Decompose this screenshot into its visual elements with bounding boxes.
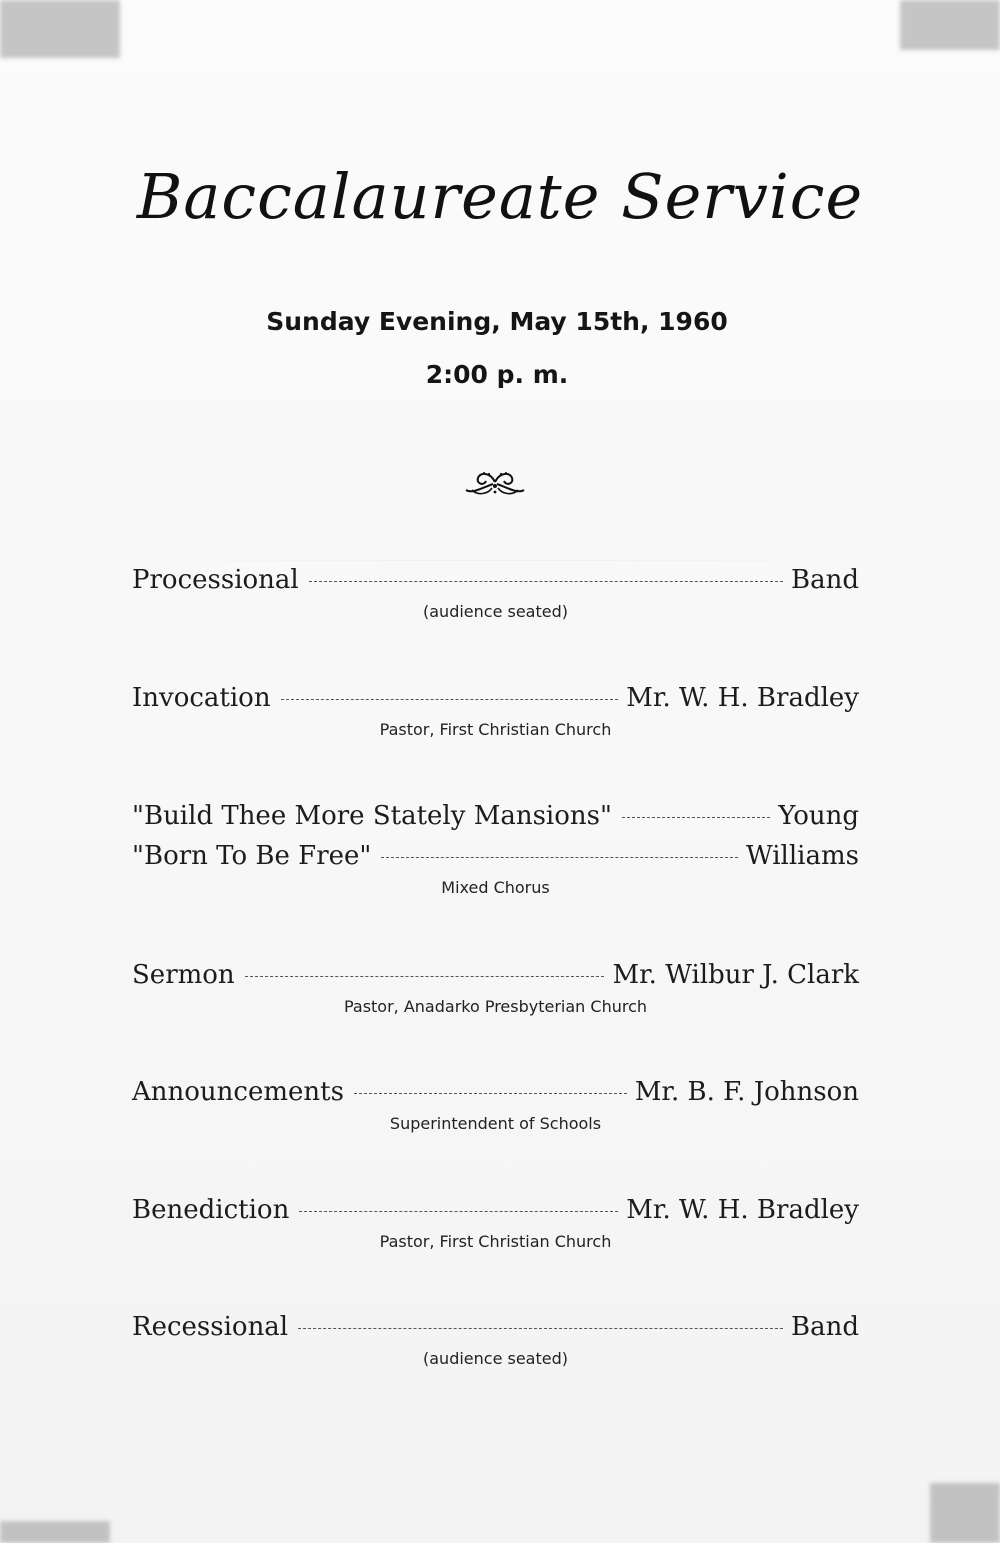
program-item-announcements bbox=[132, 1072, 859, 1133]
program-item-processional bbox=[132, 560, 859, 621]
item-note: Pastor, First Christian Church bbox=[379, 1232, 612, 1251]
page-title: Baccalaureate Service bbox=[136, 160, 864, 233]
item-note: Mixed Chorus bbox=[441, 878, 550, 897]
item-note: Pastor, Anadarko Presbyterian Church bbox=[343, 997, 648, 1016]
item-note: (audience seated) bbox=[423, 1349, 568, 1368]
dotted-leader bbox=[299, 1211, 618, 1212]
item-title: "Build Thee More Stately Mansions" bbox=[132, 801, 612, 831]
service-date: Sunday Evening, May 15th, 1960 bbox=[266, 307, 728, 336]
dotted-leader bbox=[622, 817, 770, 818]
item-performer: Mr. W. H. Bradley bbox=[626, 1195, 859, 1225]
item-title: Processional bbox=[132, 565, 299, 595]
item-title: Announcements bbox=[132, 1077, 344, 1107]
item-performer: Mr. B. F. Johnson bbox=[634, 1077, 859, 1107]
item-title: Recessional bbox=[132, 1312, 289, 1342]
corner-shadow bbox=[0, 1521, 110, 1543]
dotted-leader bbox=[354, 1093, 627, 1094]
dotted-leader bbox=[245, 976, 605, 977]
item-performer: Mr. W. H. Bradley bbox=[626, 683, 859, 713]
item-performer: Williams bbox=[745, 841, 859, 871]
dotted-leader bbox=[309, 581, 783, 582]
program-item-recessional bbox=[132, 1307, 859, 1368]
item-performer: Band bbox=[791, 565, 859, 595]
item-performer: Young bbox=[778, 801, 859, 831]
item-note: Pastor, First Christian Church bbox=[379, 720, 612, 739]
dotted-leader bbox=[281, 699, 619, 700]
program-item-music bbox=[132, 796, 859, 897]
item-title: "Born To Be Free" bbox=[132, 841, 372, 871]
item-performer: Mr. Wilbur J. Clark bbox=[612, 960, 859, 990]
corner-shadow bbox=[0, 0, 120, 58]
item-title: Benediction bbox=[132, 1195, 290, 1225]
item-performer: Band bbox=[791, 1312, 859, 1342]
program-item-benediction bbox=[132, 1190, 859, 1251]
item-note: Superintendent of Schools bbox=[389, 1114, 602, 1133]
corner-shadow bbox=[930, 1483, 1000, 1543]
dotted-leader bbox=[381, 857, 738, 858]
item-title: Sermon bbox=[132, 960, 235, 990]
scroll-ornament-icon bbox=[462, 468, 528, 500]
dotted-leader bbox=[298, 1328, 783, 1329]
item-note: (audience seated) bbox=[423, 602, 568, 621]
corner-shadow bbox=[900, 0, 1000, 50]
service-time: 2:00 p. m. bbox=[425, 360, 569, 389]
program-item-invocation bbox=[132, 678, 859, 739]
program-item-sermon bbox=[132, 955, 859, 1016]
item-title: Invocation bbox=[132, 683, 271, 713]
